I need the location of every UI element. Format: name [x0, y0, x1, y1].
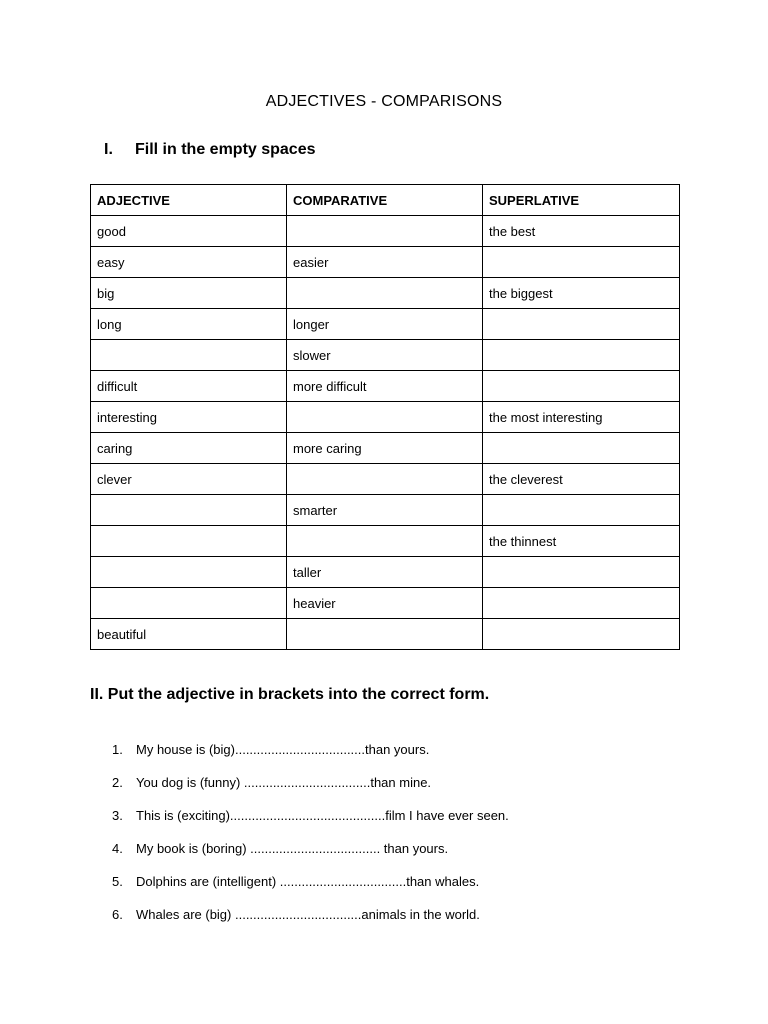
item-text: This is (exciting)...........................................film I have ever seen.: [136, 808, 509, 823]
list-item: [112, 741, 509, 774]
table-row: [91, 464, 680, 495]
cell-superlative: [483, 371, 680, 402]
section-1-title: Fill in the empty spaces: [135, 141, 316, 158]
table-row: [91, 433, 680, 464]
cell-comparative: [287, 526, 483, 557]
list-item: [112, 840, 509, 873]
item-text: You dog is (funny) ...................................than mine.: [136, 775, 432, 790]
item-text: Whales are (big) ...................................animals in the world.: [136, 907, 480, 922]
cell-comparative: [287, 278, 483, 309]
sentence-list: [112, 741, 509, 939]
cell-superlative: [483, 247, 680, 278]
cell-superlative: the thinnest: [483, 526, 680, 557]
item-number: 6.: [112, 907, 123, 922]
cell-adjective: interesting: [91, 402, 287, 433]
cell-superlative: [483, 433, 680, 464]
cell-adjective: [91, 495, 287, 526]
cell-adjective: beautiful: [91, 619, 287, 650]
cell-comparative: more difficult: [287, 371, 483, 402]
list-item: [112, 906, 509, 939]
table-row: [91, 371, 680, 402]
cell-superlative: [483, 588, 680, 619]
cell-adjective: [91, 588, 287, 619]
table-row: [91, 495, 680, 526]
cell-comparative: more caring: [287, 433, 483, 464]
cell-comparative: [287, 464, 483, 495]
cell-adjective: good: [91, 216, 287, 247]
item-number: 2.: [112, 775, 123, 790]
section-2-heading: II. Put the adjective in brackets into the correct form.: [90, 686, 490, 703]
cell-comparative: easier: [287, 247, 483, 278]
cell-comparative: heavier: [287, 588, 483, 619]
list-item: [112, 807, 509, 840]
cell-superlative: the biggest: [483, 278, 680, 309]
cell-comparative: smarter: [287, 495, 483, 526]
cell-comparative: [287, 402, 483, 433]
table-row: [91, 278, 680, 309]
header-adjective: ADJECTIVE: [91, 185, 287, 216]
list-item: [112, 774, 509, 807]
cell-adjective: clever: [91, 464, 287, 495]
item-text: Dolphins are (intelligent) ...................................than whales.: [136, 874, 480, 889]
cell-superlative: [483, 340, 680, 371]
cell-adjective: big: [91, 278, 287, 309]
table-row: [91, 309, 680, 340]
comparison-table: [90, 184, 680, 650]
item-text: My house is (big)....................................than yours.: [136, 742, 430, 757]
list-item: [112, 873, 509, 906]
cell-comparative: taller: [287, 557, 483, 588]
cell-adjective: [91, 526, 287, 557]
section-1-heading: [104, 141, 316, 159]
table-header-row: [91, 185, 680, 216]
cell-comparative: [287, 216, 483, 247]
cell-adjective: [91, 340, 287, 371]
page-title: ADJECTIVES - COMPARISONS: [265, 93, 503, 110]
table-row: [91, 526, 680, 557]
table-row: [91, 557, 680, 588]
cell-adjective: [91, 557, 287, 588]
section-1-number: I.: [104, 141, 113, 158]
cell-comparative: longer: [287, 309, 483, 340]
cell-superlative: [483, 619, 680, 650]
table-row: [91, 619, 680, 650]
item-number: 4.: [112, 841, 123, 856]
table-row: [91, 216, 680, 247]
header-comparative: COMPARATIVE: [287, 185, 483, 216]
cell-superlative: the cleverest: [483, 464, 680, 495]
cell-superlative: the most interesting: [483, 402, 680, 433]
table-row: [91, 340, 680, 371]
cell-adjective: difficult: [91, 371, 287, 402]
item-number: 1.: [112, 742, 123, 757]
cell-comparative: slower: [287, 340, 483, 371]
cell-adjective: caring: [91, 433, 287, 464]
cell-comparative: [287, 619, 483, 650]
table-row: [91, 588, 680, 619]
item-number: 5.: [112, 874, 123, 889]
cell-superlative: [483, 557, 680, 588]
cell-superlative: [483, 495, 680, 526]
header-superlative: SUPERLATIVE: [483, 185, 680, 216]
cell-superlative: the best: [483, 216, 680, 247]
item-number: 3.: [112, 808, 123, 823]
table-row: [91, 402, 680, 433]
item-text: My book is (boring) .................................... than yours.: [136, 841, 449, 856]
table-row: [91, 247, 680, 278]
cell-adjective: long: [91, 309, 287, 340]
cell-superlative: [483, 309, 680, 340]
cell-adjective: easy: [91, 247, 287, 278]
